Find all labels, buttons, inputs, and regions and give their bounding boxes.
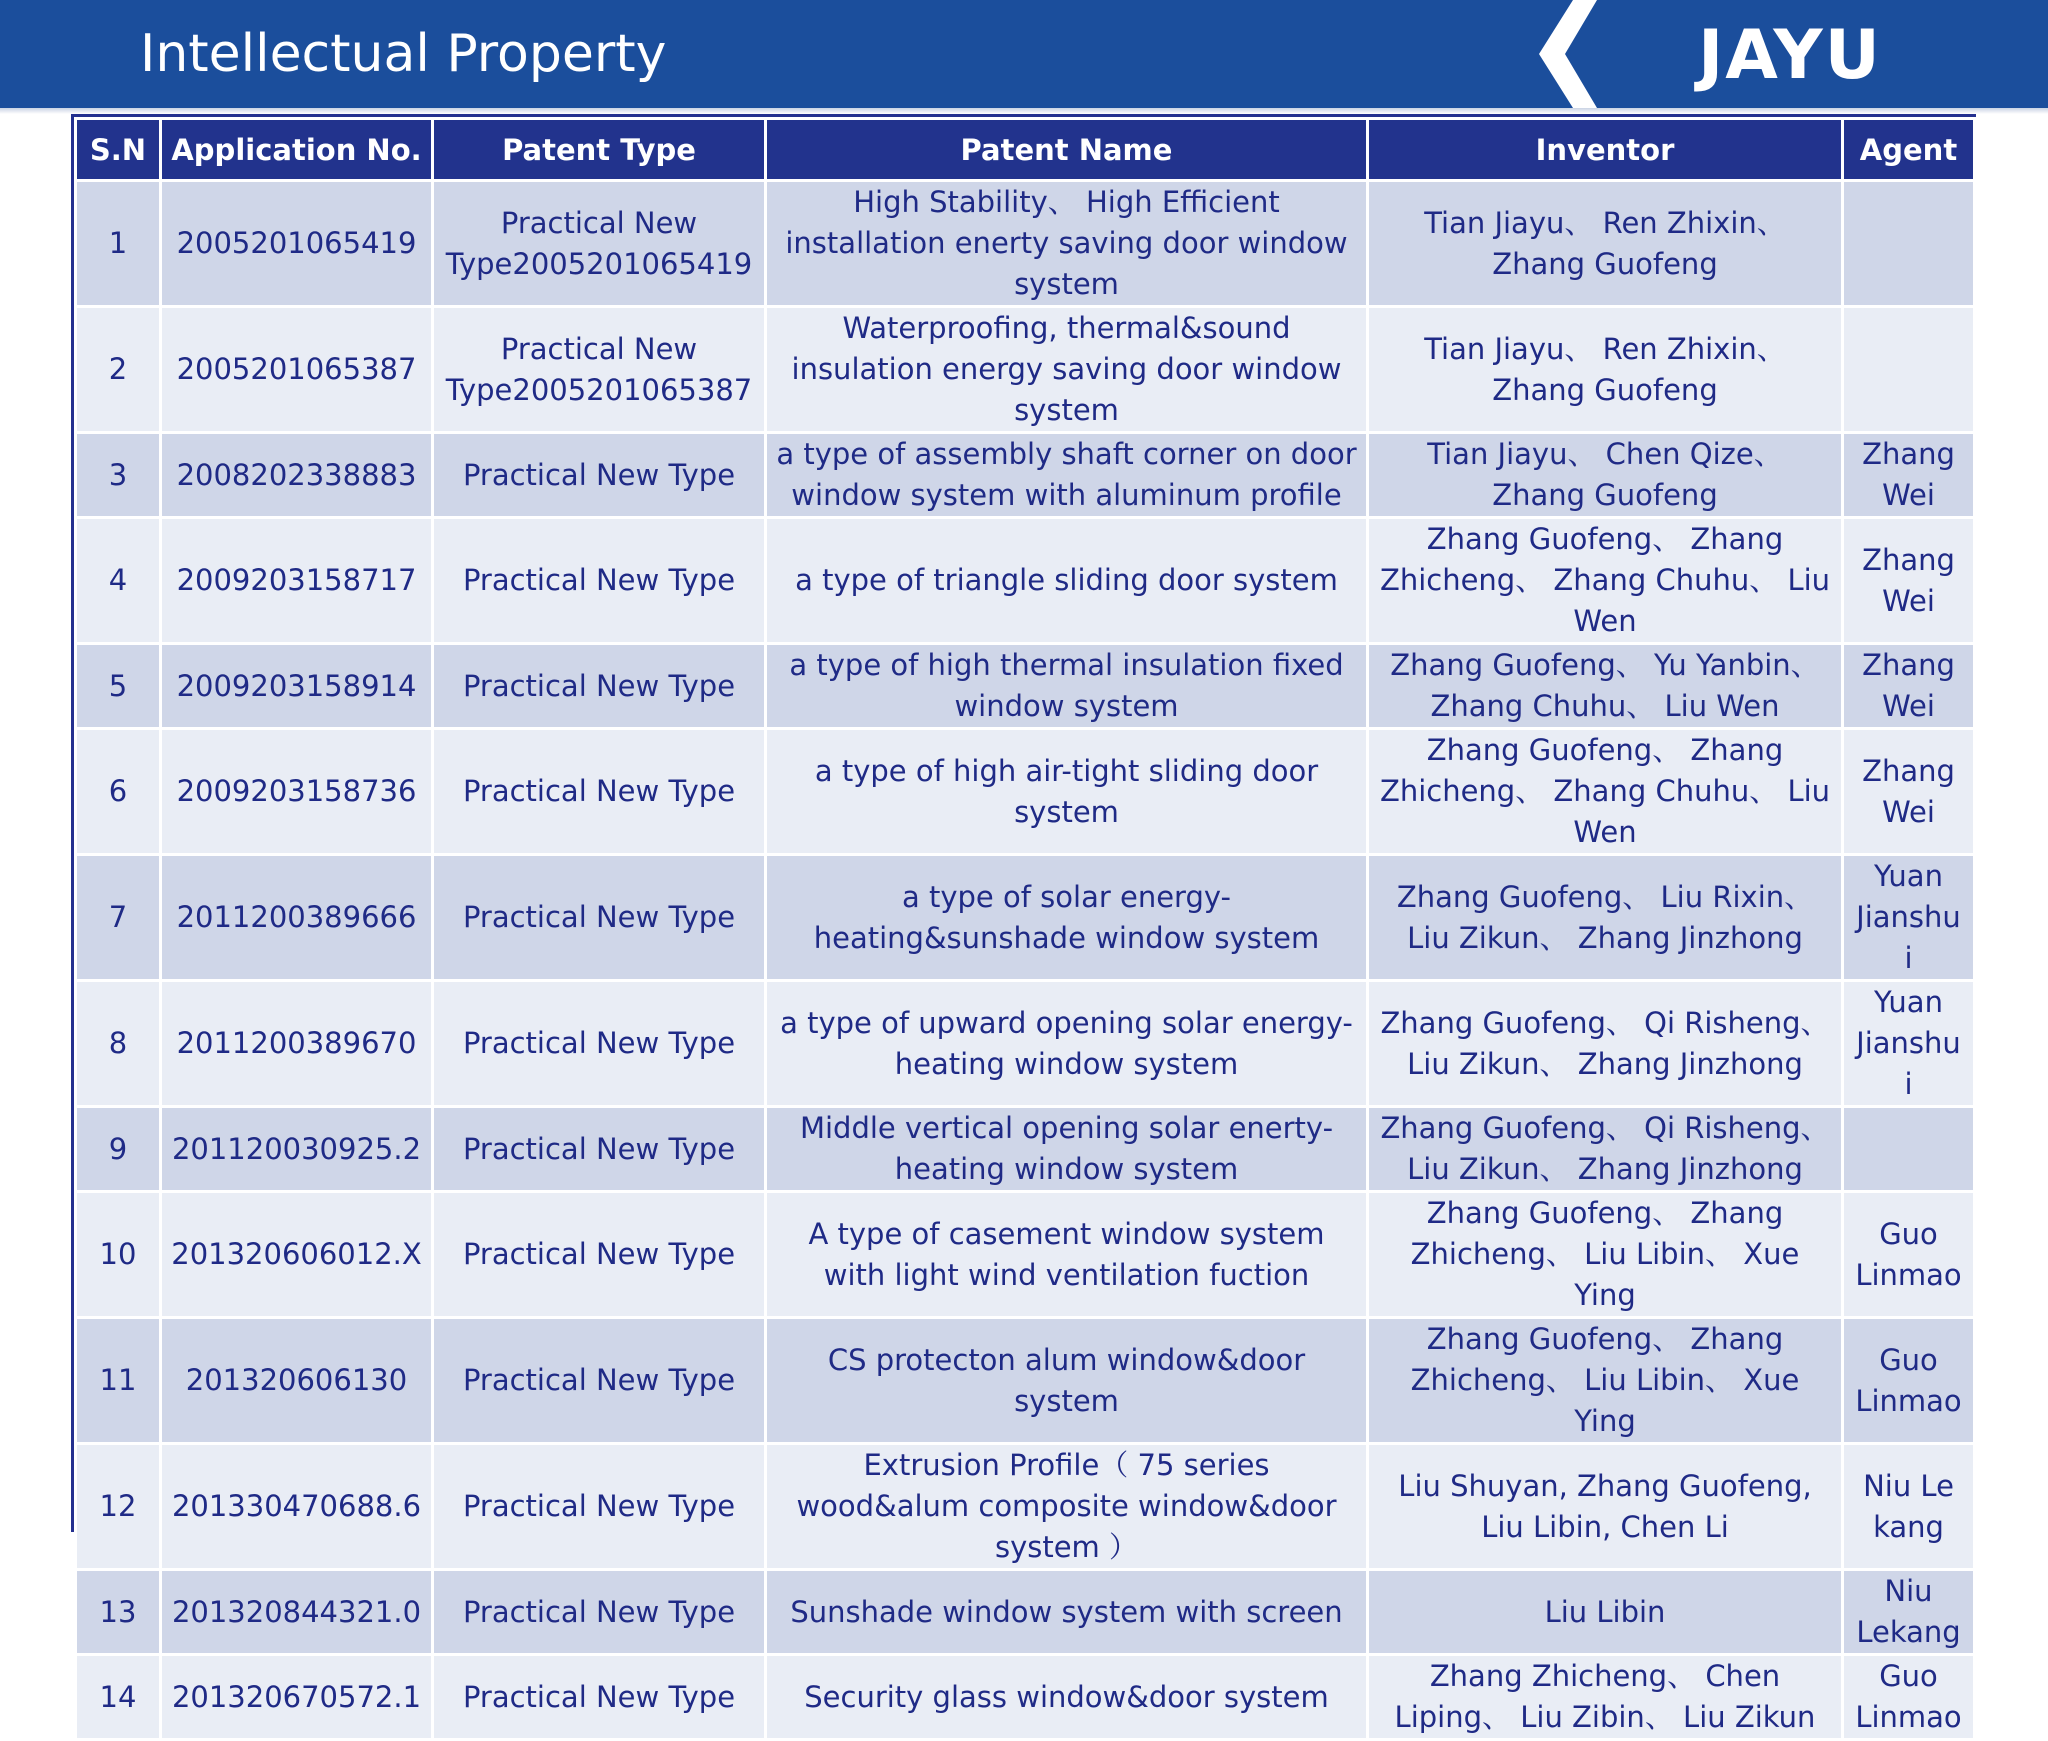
cell-patent-name: a type of assembly shaft corner on door window system with aluminum profile (766, 433, 1368, 518)
cell-application-no: 2009203158914 (161, 644, 433, 729)
cell-agent: Niu Le kang (1843, 1444, 1975, 1570)
cell-application-no: 201330470688.6 (161, 1444, 433, 1570)
cell-patent-name: a type of triangle sliding door system (766, 518, 1368, 644)
cell-patent-type: Practical New Type (433, 1570, 766, 1655)
cell-patent-name: Middle vertical opening solar enerty-heating window system (766, 1107, 1368, 1192)
cell-patent-name: a type of upward opening solar energy-heating window system (766, 981, 1368, 1107)
cell-inventor: Zhang Guofeng、 Zhang Zhicheng、 Liu Libin、 Xue Ying (1368, 1318, 1843, 1444)
cell-sn: 12 (76, 1444, 161, 1570)
cell-sn: 8 (76, 981, 161, 1107)
cell-agent: Guo Linmao (1843, 1192, 1975, 1318)
cell-patent-type: Practical New Type (433, 518, 766, 644)
company-logo: JAYU (1698, 16, 1882, 95)
cell-inventor: Zhang Guofeng、 Zhang Zhicheng、 Zhang Chuhu、 Liu Wen (1368, 729, 1843, 855)
cell-application-no: 201320606130 (161, 1318, 433, 1444)
cell-agent: Yuan Jianshu i (1843, 981, 1975, 1107)
table-header-row (76, 119, 1975, 181)
cell-patent-name: CS protecton alum window&door system (766, 1318, 1368, 1444)
table-row (76, 644, 1975, 729)
cell-sn: 7 (76, 855, 161, 981)
cell-application-no: 2005201065419 (161, 181, 433, 307)
cell-application-no: 2011200389670 (161, 981, 433, 1107)
cell-sn: 14 (76, 1655, 161, 1740)
cell-patent-type: Practical New Type (433, 644, 766, 729)
cell-agent (1843, 307, 1975, 433)
cell-inventor: Zhang Zhicheng、 Chen Liping、 Liu Zibin、 Liu Zikun (1368, 1655, 1843, 1740)
table-row (76, 181, 1975, 307)
cell-agent: Zhang Wei (1843, 433, 1975, 518)
cell-inventor: Zhang Guofeng、 Zhang Zhicheng、 Liu Libin、 Xue Ying (1368, 1192, 1843, 1318)
cell-patent-name: a type of high thermal insulation fixed window system (766, 644, 1368, 729)
cell-inventor: Tian Jiayu、 Ren Zhixin、 Zhang Guofeng (1368, 307, 1843, 433)
cell-sn: 2 (76, 307, 161, 433)
cell-application-no: 201120030925.2 (161, 1107, 433, 1192)
table-row (76, 518, 1975, 644)
table-row (76, 1444, 1975, 1570)
cell-sn: 4 (76, 518, 161, 644)
page-title: Intellectual Property (140, 24, 667, 84)
cell-agent: Guo Linmao (1843, 1655, 1975, 1740)
table-row (76, 729, 1975, 855)
cell-sn: 5 (76, 644, 161, 729)
table-row (76, 1192, 1975, 1318)
cell-patent-type: Practical New Type (433, 1444, 766, 1570)
table-row (76, 1655, 1975, 1740)
cell-patent-type: Practical New Type (433, 981, 766, 1107)
cell-patent-name: Extrusion Profile（ 75 series wood&alum composite window&door system ） (766, 1444, 1368, 1570)
cell-application-no: 2011200389666 (161, 855, 433, 981)
cell-agent (1843, 181, 1975, 307)
cell-agent: Yuan Jianshu i (1843, 855, 1975, 981)
cell-application-no: 2008202338883 (161, 433, 433, 518)
cell-patent-name: High Stability、 High Efficient installation enerty saving door window system (766, 181, 1368, 307)
cell-sn: 1 (76, 181, 161, 307)
table-row (76, 307, 1975, 433)
table-row (76, 1570, 1975, 1655)
cell-inventor: Zhang Guofeng、 Liu Rixin、 Liu Zikun、 Zhang Jinzhong (1368, 855, 1843, 981)
cell-application-no: 201320670572.1 (161, 1655, 433, 1740)
table-row (76, 433, 1975, 518)
cell-inventor: Zhang Guofeng、 Qi Risheng、 Liu Zikun、 Zhang Jinzhong (1368, 981, 1843, 1107)
cell-application-no: 2009203158736 (161, 729, 433, 855)
cell-agent: Zhang Wei (1843, 644, 1975, 729)
cell-patent-name: a type of high air-tight sliding door system (766, 729, 1368, 855)
cell-sn: 11 (76, 1318, 161, 1444)
cell-inventor: Tian Jiayu、 Ren Zhixin、 Zhang Guofeng (1368, 181, 1843, 307)
column-header-inventor: Inventor (1368, 119, 1843, 181)
column-header-agent: Agent (1843, 119, 1975, 181)
cell-patent-type: Practical New Type2005201065419 (433, 181, 766, 307)
column-header-patent-name: Patent Name (766, 119, 1368, 181)
cell-sn: 6 (76, 729, 161, 855)
cell-patent-name: Security glass window&door system (766, 1655, 1368, 1740)
cell-agent: Zhang Wei (1843, 729, 1975, 855)
cell-patent-name: Waterproofing, thermal&sound insulation energy saving door window system (766, 307, 1368, 433)
cell-patent-type: Practical New Type (433, 1192, 766, 1318)
cell-inventor: Zhang Guofeng、 Zhang Zhicheng、 Zhang Chuhu、 Liu Wen (1368, 518, 1843, 644)
cell-application-no: 2005201065387 (161, 307, 433, 433)
cell-sn: 13 (76, 1570, 161, 1655)
cell-inventor: Liu Libin (1368, 1570, 1843, 1655)
cell-patent-type: Practical New Type (433, 433, 766, 518)
table-row (76, 1107, 1975, 1192)
patent-table-container (71, 114, 1976, 1734)
cell-inventor: Zhang Guofeng、 Qi Risheng、 Liu Zikun、 Zhang Jinzhong (1368, 1107, 1843, 1192)
cell-sn: 3 (76, 433, 161, 518)
patent-table (74, 117, 1976, 1741)
cell-agent: Niu Lekang (1843, 1570, 1975, 1655)
cell-patent-type: Practical New Type (433, 1107, 766, 1192)
cell-sn: 9 (76, 1107, 161, 1192)
cell-agent (1843, 1107, 1975, 1192)
cell-sn: 10 (76, 1192, 161, 1318)
cell-patent-name: A type of casement window system with light wind ventilation fuction (766, 1192, 1368, 1318)
cell-patent-type: Practical New Type (433, 729, 766, 855)
cell-inventor: Tian Jiayu、 Chen Qize、 Zhang Guofeng (1368, 433, 1843, 518)
column-header-patent-type: Patent Type (433, 119, 766, 181)
table-row (76, 855, 1975, 981)
cell-application-no: 2009203158717 (161, 518, 433, 644)
cell-inventor: Zhang Guofeng、 Yu Yanbin、 Zhang Chuhu、 Liu Wen (1368, 644, 1843, 729)
column-header-application-no: Application No. (161, 119, 433, 181)
cell-patent-type: Practical New Type (433, 1318, 766, 1444)
cell-inventor: Liu Shuyan, Zhang Guofeng, Liu Libin, Chen Li (1368, 1444, 1843, 1570)
column-header-sn: S.N (76, 119, 161, 181)
table-row (76, 1318, 1975, 1444)
chevron-icon (1535, 0, 1605, 108)
cell-patent-name: a type of solar energy-heating&sunshade window system (766, 855, 1368, 981)
table-row (76, 981, 1975, 1107)
cell-application-no: 201320844321.0 (161, 1570, 433, 1655)
cell-application-no: 201320606012.X (161, 1192, 433, 1318)
cell-patent-type: Practical New Type (433, 1655, 766, 1740)
cell-agent: Guo Linmao (1843, 1318, 1975, 1444)
cell-agent: Zhang Wei (1843, 518, 1975, 644)
cell-patent-type: Practical New Type2005201065387 (433, 307, 766, 433)
cell-patent-type: Practical New Type (433, 855, 766, 981)
cell-patent-name: Sunshade window system with screen (766, 1570, 1368, 1655)
